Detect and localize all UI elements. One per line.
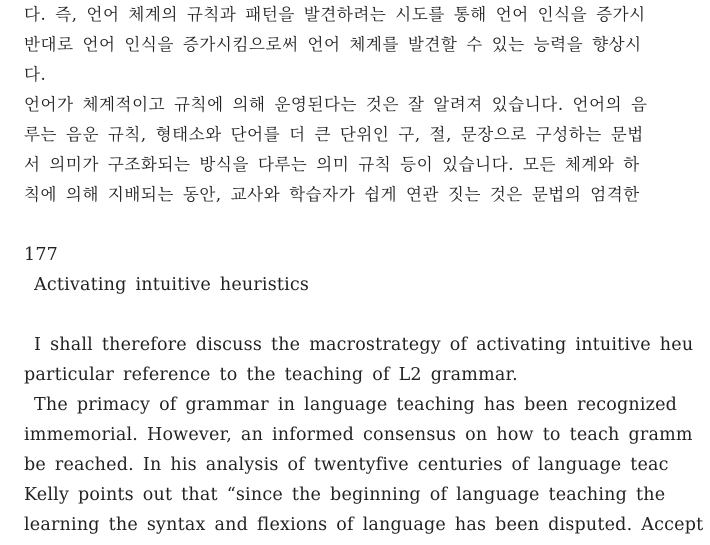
text-line: be reached. In his analysis of twentyfive centuries of language teac	[24, 455, 669, 475]
text-line: 다.	[24, 65, 47, 84]
text-line: learning the syntax and flexions of language has been disputed. Accept	[24, 515, 704, 535]
text-line: I shall therefore discuss the macrostrategy of activating intuitive heu	[34, 335, 694, 355]
spacer	[24, 210, 710, 240]
text-line: The primacy of grammar in language teaching has been recognized	[34, 395, 678, 415]
section-title: Activating intuitive heuristics	[34, 275, 310, 295]
spacer	[24, 300, 710, 330]
text-line: 칙에 의해 지배되는 동안, 교사와 학습자가 쉽게 연관 짓는 것은 문법의 엄격한	[24, 185, 640, 204]
text-line: 서 의미가 구조화되는 방식을 다루는 의미 규칙 등이 있습니다. 모든 체계와 하	[24, 155, 640, 174]
text-line: Kelly points out that “since the beginning of language teaching the	[24, 485, 666, 505]
text-line: 루는 음운 규칙, 형태소와 단어를 더 큰 단위인 구, 절, 문장으로 구성하는 문법	[24, 125, 644, 144]
document-page	[24, 0, 710, 540]
text-line: 다. 즉, 언어 체계의 규칙과 패턴을 발견하려는 시도를 통해 언어 인식을 증가시	[24, 5, 646, 24]
text-line: 반대로 언어 인식을 증가시킴으로써 언어 체계를 발견할 수 있는 능력을 향상시	[24, 35, 642, 54]
text-line: immemorial. However, an informed consensus on how to teach gramm	[24, 425, 693, 445]
page-number: 177	[24, 245, 59, 265]
text-line: particular reference to the teaching of L2 grammar.	[24, 365, 518, 385]
text-line: 언어가 체계적이고 규칙에 의해 운영된다는 것은 잘 알려져 있습니다. 언어의 음	[24, 95, 648, 114]
